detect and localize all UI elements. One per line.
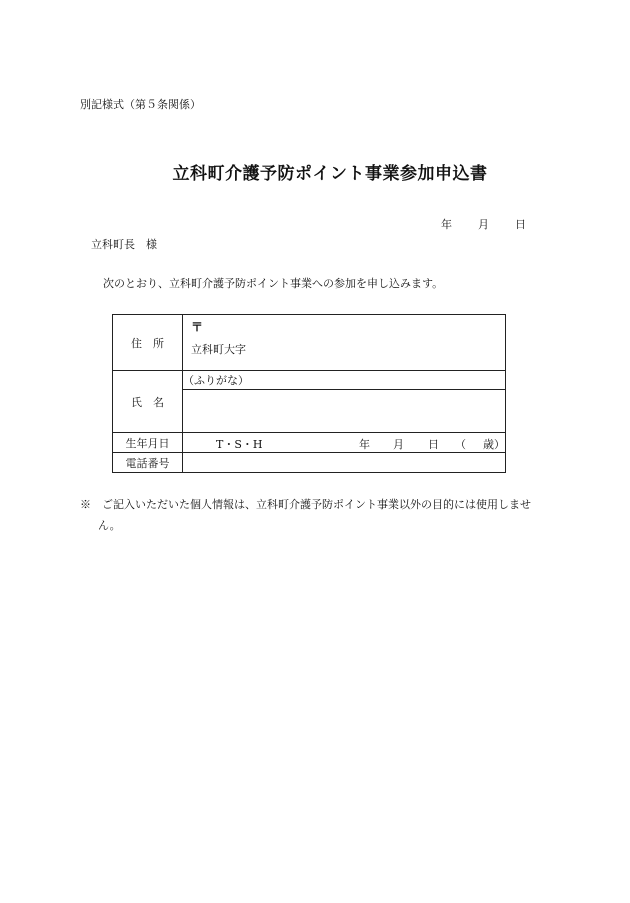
- name-label: 氏 名: [113, 371, 183, 433]
- intro-text: 次のとおり、立科町介護予防ポイント事業への参加を申し込みます。: [103, 277, 444, 290]
- birth-month-label: 月: [393, 438, 404, 451]
- date-year-label: 年: [441, 218, 452, 231]
- form-reference: 別記様式（第５条関係）: [80, 98, 201, 111]
- furigana-label: （ふりがな）: [183, 374, 249, 387]
- page-title: 立科町介護予防ポイント事業参加申込書: [172, 164, 488, 184]
- date-line: [441, 218, 526, 231]
- age-close: 歳）: [483, 438, 505, 451]
- privacy-note-line1: ※ ご記入いただいた個人情報は、立科町介護予防ポイント事業以外の目的には使用しませ: [80, 498, 531, 511]
- application-form-table: [112, 314, 506, 473]
- birth-day-label: 日: [428, 438, 439, 451]
- birthdate-field[interactable]: [183, 433, 506, 453]
- addressee: 立科町長 様: [91, 238, 157, 251]
- age-open: （: [455, 438, 466, 451]
- furigana-field[interactable]: [183, 371, 506, 390]
- birthdate-label: 生年月日: [113, 433, 183, 453]
- birth-year-label: 年: [359, 438, 370, 451]
- phone-label: 電話番号: [113, 453, 183, 473]
- address-field[interactable]: [183, 315, 506, 371]
- date-month-label: 月: [478, 218, 489, 231]
- phone-field[interactable]: [183, 453, 506, 473]
- address-value: 立科町大字: [191, 343, 246, 356]
- postal-mark: 〒: [191, 320, 204, 334]
- era-options: T・S・H: [216, 438, 263, 451]
- name-field[interactable]: [183, 390, 506, 433]
- privacy-note-line2: ん。: [98, 519, 121, 532]
- address-label: 住 所: [113, 315, 183, 371]
- date-day-label: 日: [515, 218, 526, 231]
